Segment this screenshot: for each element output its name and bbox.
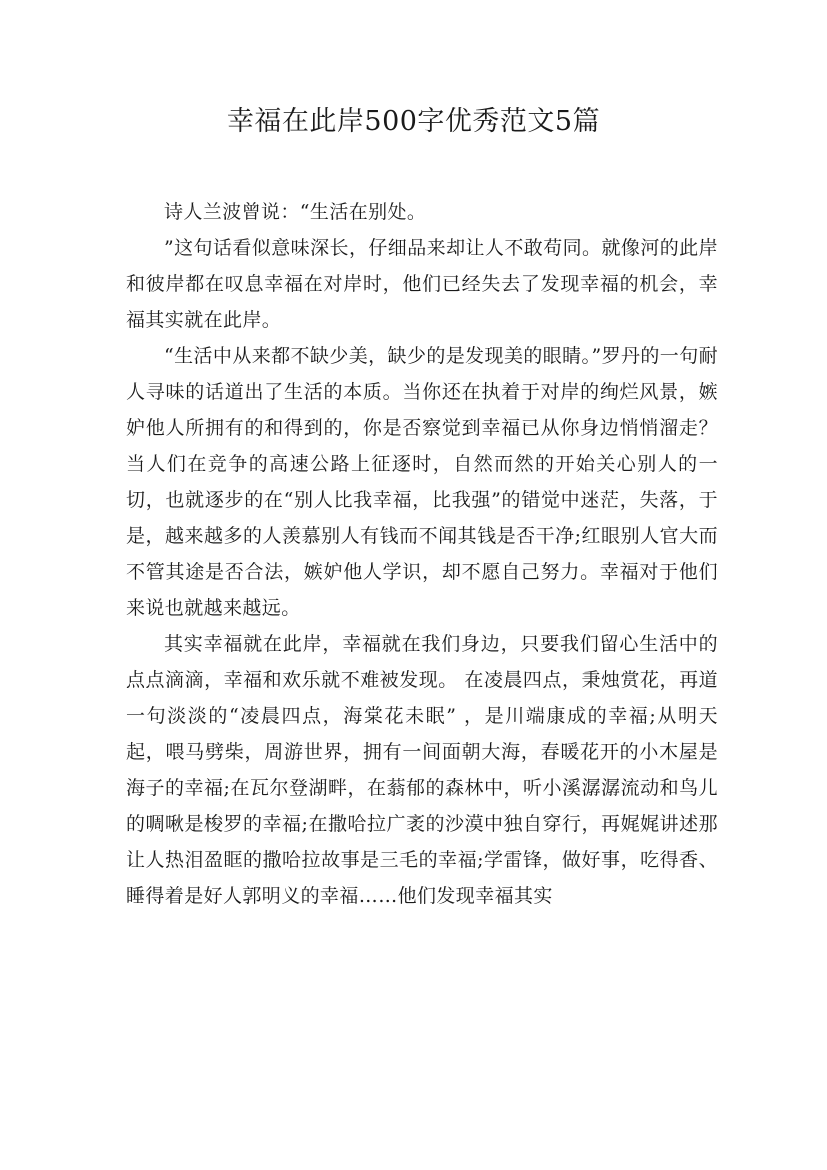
paragraph-4: 其实幸福就在此岸，幸福就在我们身边，只要我们留心生活中的点点滴滴，幸福和欢乐就不难被发现。 在凌晨四点，秉烛赏花，再道一句淡淡的“凌晨四点，海棠花未眠” ，是川端康成的幸福;从明天起，喂马劈柴，周游世界，拥有一间面朝大海，春暖花开的小木屋是海子的幸福;在瓦尔登湖畔，在蓊郁的森林中，听小溪潺潺流动和鸟儿的啁啾是梭罗的幸福;在撒哈拉广袤的沙漠中独自穿行，再娓娓讲述那让人热泪盈眶的撒哈拉故事是三毛的幸福;学雷锋，做好事，吃得香、睡得着是好人郭明义的幸福……他们发现幸福其实 (126, 633, 718, 907)
paragraph-3: “生活中从来都不缺少美，缺少的是发现美的眼睛。”罗丹的一句耐人寻味的话道出了生活的本质。当你还在执着于对岸的绚烂风景，嫉妒他人所拥有的和得到的，你是否察觉到幸福已从你身边悄悄溜走？当人们在竞争的高速公路上征逐时，自然而然的开始关心别人的一切，也就逐步的在“别人比我幸福，比我强”的错觉中迷茫，失落，于是，越来越多的人羡慕别人有钱而不闻其钱是否干净;红眼别人官大而不管其途是否合法，嫉妒他人学识，却不愿自己努力。幸福对于他们来说也就越来越远。 (126, 345, 718, 619)
paragraph-1: 诗人兰波曾说：“生活在别处。 (164, 201, 427, 223)
document-title: 幸福在此岸500字优秀范文5篇 (226, 106, 601, 137)
document-body (126, 194, 718, 914)
paragraph-2: ”这句话看似意味深长，仔细品来却让人不敢苟同。就像河的此岸和彼岸都在叹息幸福在对岸时，他们已经失去了发现幸福的机会，幸福其实就在此岸。 (126, 237, 718, 331)
